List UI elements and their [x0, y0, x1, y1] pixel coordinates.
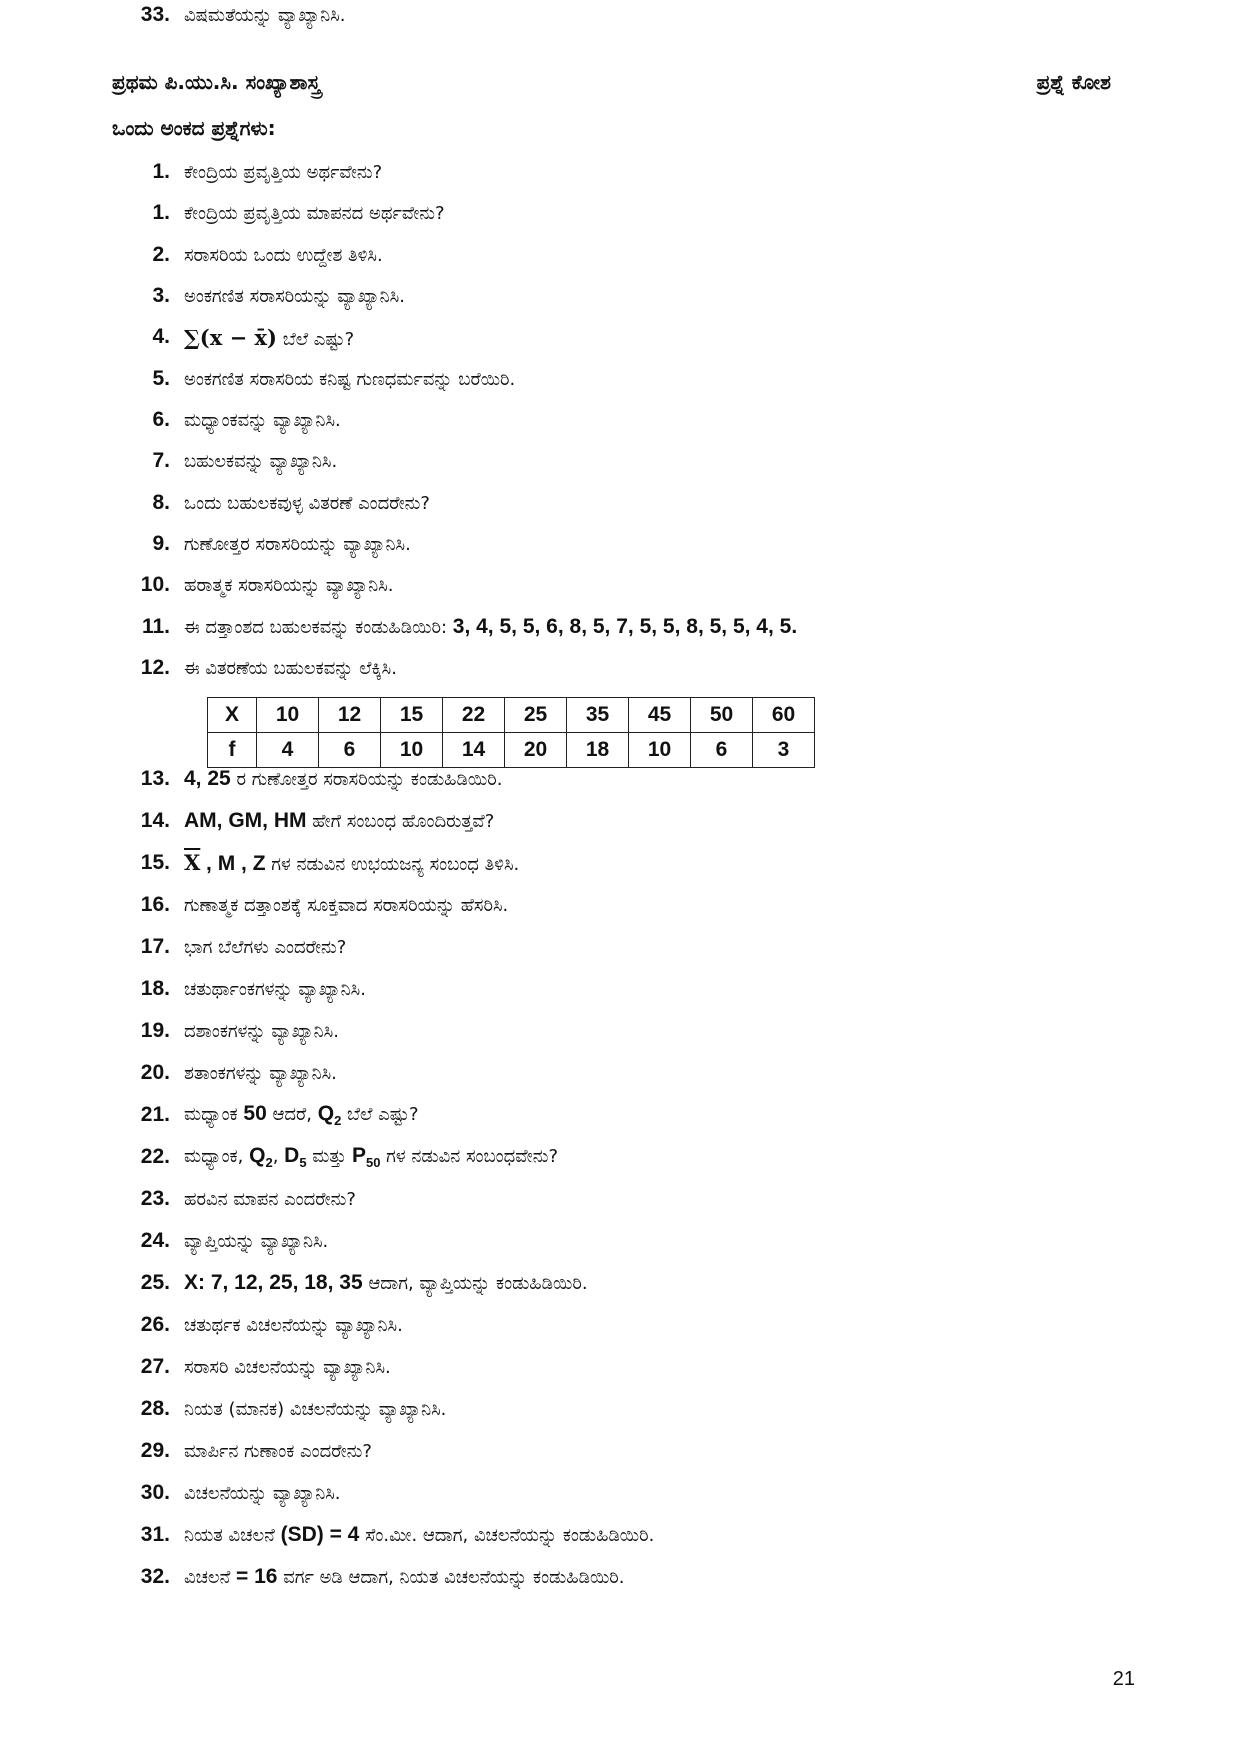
symbol: P [351, 1143, 366, 1167]
question-fragment: ಗಳ ನಡುವಿನ ಸಂಬಂಧವೇನು? [386, 1145, 559, 1167]
question-text [184, 1441, 372, 1462]
question-text: ಮಧ್ಯಾಂಕ, $Q_2$, $D_5$ ಮತ್ತು $P_{50}$ ಗಳ ನಡುವಿನ ಸಂಬಂಧವೇನು? [184, 1143, 559, 1171]
question-fragment: ಹರಾತ್ಮಕ ಸರಾಸರಿಯನ್ನು ವ್ಯಾಖ್ಯಾನಿಸಿ. [184, 574, 394, 596]
question-text [184, 1021, 339, 1042]
bold-value: , M , Z [206, 852, 266, 875]
question-text [184, 658, 397, 679]
section-title: ಒಂದು ಅಂಕದ ಪ್ರಶ್ನೆಗಳು: [112, 116, 276, 140]
table-cell: 14 [443, 733, 505, 768]
question-item [130, 1310, 403, 1340]
question-text [184, 937, 346, 958]
question-fragment: ಗುಣಾತ್ಮಕ ದತ್ತಾಂಶಕ್ಕೆ ಸೂಕ್ತವಾದ ಸರಾಸರಿಯನ್ನು ಹೆಸರಿಸಿ. [184, 894, 509, 916]
subscript: 50 [365, 1155, 381, 1171]
symbol: Q [317, 1101, 335, 1125]
question-number: 21. [140, 1103, 170, 1126]
question-fragment: ಮಧ್ಯಾಂಕ [184, 1103, 238, 1125]
table-cell: 10 [257, 698, 319, 733]
question-text [184, 245, 383, 266]
symbol: Q [249, 1143, 266, 1167]
question-fragment: ವಿಚಲನೆ [184, 1567, 231, 1588]
question-number: 4. [152, 325, 170, 348]
question-number: 28. [140, 1397, 170, 1420]
question-fragment: ಅಂಕಗಣಿತ ಸರಾಸರಿಯನ್ನು ವ್ಯಾಖ್ಯಾನಿಸಿ. [184, 285, 405, 307]
table-cell: 50 [691, 698, 753, 733]
question-text [184, 1102, 419, 1128]
question-item [130, 198, 445, 228]
question-text [184, 1483, 341, 1504]
question-number: 16. [140, 893, 170, 916]
formula: ∑(x − x̄) [184, 324, 277, 350]
question-number: 17. [140, 935, 170, 958]
question-fragment: ವಿಷಮತೆಯನ್ನು ವ್ಯಾಖ್ಯಾನಿಸಿ. [184, 4, 346, 26]
question-fragment: ಚತುರ್ಥಕ ವಿಚಲನೆಯನ್ನು ವ್ಯಾಖ್ಯಾನಿಸಿ. [184, 1314, 403, 1336]
question-item [130, 240, 383, 270]
question-fragment: ಬಹುಲಕವನ್ನು ವ್ಯಾಖ್ಯಾನಿಸಿ. [184, 450, 338, 472]
question-number: 33. [140, 3, 170, 26]
symbol-with-subscript [351, 1143, 381, 1171]
question-number: 8. [152, 491, 170, 514]
question-text [184, 1357, 391, 1378]
question-item [130, 1436, 372, 1466]
question-text [184, 809, 494, 833]
question-text [184, 162, 382, 183]
question-text [184, 410, 341, 431]
question-text [184, 1523, 654, 1547]
question-item [130, 806, 494, 836]
table-row-f [208, 733, 815, 768]
question-number: 25. [140, 1271, 170, 1294]
question-fragment: ಗುಣೋತ್ತರ ಸರಾಸರಿಯನ್ನು ವ್ಯಾಖ್ಯಾನಿಸಿ. [184, 533, 411, 555]
question-text [184, 534, 411, 555]
table-cell: 3 [753, 733, 815, 768]
question-item [130, 0, 345, 30]
table-cell: 4 [257, 733, 319, 768]
question-text [184, 767, 502, 791]
xbar-symbol: $\overline{X}$ [184, 850, 201, 875]
question-fragment: ಮಾರ್ಪಿನ ಗುಣಾಂಕ ಎಂದರೇನು? [184, 1440, 372, 1462]
question-number: 30. [140, 1481, 170, 1504]
table-cell: 20 [505, 733, 567, 768]
question-fragment: ಕೇಂದ್ರಿಯ ಪ್ರವೃತ್ತಿಯ ಮಾಪನದ ಅರ್ಥವೇನು? [184, 202, 445, 224]
question-fragment: ಕೇಂದ್ರಿಯ ಪ್ರವೃತ್ತಿಯ ಅರ್ಥವೇನು? [184, 161, 383, 183]
question-fragment: ಗಳ ನಡುವಿನ ಉಭಯಜನ್ಯ ಸಂಬಂಧ ತಿಳಿಸಿ. [271, 854, 520, 875]
table-cell: 10 [629, 733, 691, 768]
question-fragment: ಈ ವಿತರಣೆಯ ಬಹುಲಕವನ್ನು ಲೆಕ್ಕಿಸಿ. [184, 657, 397, 679]
table-cell: 12 [319, 698, 381, 733]
table-row-x [208, 698, 815, 733]
table-cell: 60 [753, 698, 815, 733]
question-number: 22. [140, 1145, 170, 1168]
question-text [184, 1189, 356, 1210]
question-item [130, 1226, 328, 1256]
question-item [130, 1016, 339, 1046]
question-text [184, 615, 797, 639]
question-number: 9. [152, 532, 170, 555]
question-text [184, 1271, 588, 1295]
question-text [184, 1063, 337, 1084]
table-label-x: X [208, 698, 257, 733]
question-item [130, 488, 430, 518]
table-cell: 22 [443, 698, 505, 733]
question-number: 32. [140, 1565, 170, 1588]
question-number: 27. [140, 1355, 170, 1378]
table-cell: 35 [567, 698, 629, 733]
symbol-with-subscript [249, 1143, 273, 1171]
question-item [130, 764, 502, 794]
subscript: 5 [299, 1155, 307, 1171]
question-text [184, 895, 508, 916]
question-item [130, 1352, 391, 1382]
question-item [130, 446, 337, 476]
question-item [130, 932, 346, 962]
bold-value: (SD) = 4 [280, 1523, 360, 1546]
question-fragment: ಹರವಿನ ಮಾಪನ ಎಂದರೇನು? [184, 1188, 356, 1210]
question-text [184, 979, 366, 1000]
question-item [130, 157, 382, 187]
bold-value: 4, 25 [184, 767, 231, 790]
question-number: 11. [141, 615, 170, 638]
symbol: D [284, 1143, 300, 1167]
question-item [130, 1184, 356, 1214]
question-item [130, 1268, 588, 1298]
table-label-f: f [208, 733, 257, 768]
question-fragment: ಆದಾಗ, ವ್ಯಾಪ್ತಿಯನ್ನು ಕಂಡುಹಿಡಿಯಿರಿ. [368, 1273, 588, 1294]
question-number: 14. [140, 809, 170, 832]
question-item [130, 653, 397, 683]
question-fragment: ಬೆಲೆ ಎಷ್ಟು? [282, 328, 355, 350]
question-number: 12. [140, 656, 170, 679]
question-number: 20. [140, 1061, 170, 1084]
question-fragment: ನಿಯತ ವಿಚಲನೆ [184, 1525, 275, 1546]
question-fragment: ರ ಗುಣೋತ್ತರ ಸರಾಸರಿಯನ್ನು ಕಂಡುಹಿಡಿಯಿರಿ. [236, 769, 503, 790]
question-item [130, 1478, 341, 1508]
question-text [184, 1399, 446, 1420]
question-item [130, 974, 366, 1004]
bold-value: AM, GM, HM [184, 809, 307, 832]
question-number: 1. [152, 160, 170, 183]
question-number: 7. [152, 449, 170, 472]
question-fragment: ಶತಾಂಕಗಳನ್ನು ವ್ಯಾಖ್ಯಾನಿಸಿ. [184, 1062, 337, 1084]
question-number: 26. [140, 1313, 170, 1336]
question-fragment: ಹೇಗೆ ಸಂಬಂಧ ಹೊಂದಿರುತ್ತವೆ? [312, 811, 495, 832]
question-text [184, 286, 405, 307]
question-number: 5. [152, 367, 170, 390]
question-item [130, 1520, 654, 1550]
question-number: 6. [152, 408, 170, 431]
question-fragment: ಚತುರ್ಥಾಂಕಗಳನ್ನು ವ್ಯಾಖ್ಯಾನಿಸಿ. [184, 978, 366, 1000]
header-left-title: ಪ್ರಥಮ ಪಿ.ಯು.ಸಿ. ಸಂಖ್ಯಾಶಾಸ್ತ್ರ [112, 70, 321, 94]
question-item [130, 570, 393, 600]
question-text [184, 203, 445, 224]
question-item [130, 364, 515, 394]
question-number: 29. [140, 1439, 170, 1462]
question-item [130, 890, 508, 920]
question-number: 13. [140, 767, 170, 790]
table-cell: 45 [629, 698, 691, 733]
question-text [184, 451, 337, 472]
subscript: 2 [265, 1155, 273, 1171]
bold-value: 3, 4, 5, 5, 6, 8, 5, 7, 5, 5, 8, 5, 5, 4, 5. [452, 615, 798, 638]
table-cell: 15 [381, 698, 443, 733]
question-item [130, 1142, 558, 1172]
q2-symbol [317, 1101, 342, 1129]
question-number: 23. [140, 1187, 170, 1210]
question-number: 3. [152, 284, 170, 307]
question-fragment: ಮಧ್ಯಾಂಕ, [184, 1145, 244, 1167]
question-item [130, 1394, 446, 1424]
question-fragment: ಒಂದು ಬಹುಲಕವುಳ್ಳ ವಿತರಣೆ ಎಂದರೇನು? [184, 492, 430, 514]
question-text [184, 369, 515, 390]
question-item [130, 405, 341, 435]
question-fragment: ನಿಯತ (ಮಾನಕ) ವಿಚಲನೆಯನ್ನು ವ್ಯಾಖ್ಯಾನಿಸಿ. [184, 1398, 447, 1420]
question-item [130, 848, 519, 878]
question-number: 19. [140, 1019, 170, 1042]
question-item [130, 281, 405, 311]
question-item [130, 322, 354, 352]
question-fragment: ಈ ದತ್ತಾಂಶದ ಬಹುಲಕವನ್ನು ಕಂಡುಹಿಡಿಯಿರಿ: [184, 617, 448, 638]
subscript: 2 [334, 1113, 342, 1129]
question-fragment: ಮತ್ತು [312, 1145, 347, 1167]
table-cell: 6 [319, 733, 381, 768]
header-right-title: ಪ್ರಶ್ನೆ ಕೋಶ [1036, 70, 1111, 94]
question-number: 24. [140, 1229, 170, 1252]
question-fragment: ಮಧ್ಯಾಂಕವನ್ನು ವ್ಯಾಖ್ಯಾನಿಸಿ. [184, 409, 341, 431]
question-item [130, 529, 411, 559]
question-fragment: ಅಂಕಗಣಿತ ಸರಾಸರಿಯ ಕನಿಷ್ಟ ಗುಣಧರ್ಮವನ್ನು ಬರೆಯಿರಿ. [184, 368, 516, 390]
question-item [130, 1058, 337, 1088]
question-number: 18. [140, 977, 170, 1000]
question-fragment: ವ್ಯಾಪ್ತಿಯನ್ನು ವ್ಯಾಖ್ಯಾನಿಸಿ. [184, 1230, 329, 1252]
page-number: 21 [1112, 1668, 1135, 1690]
question-text [184, 5, 345, 26]
question-item [130, 1100, 419, 1130]
question-item [130, 612, 797, 642]
bold-value: X: 7, 12, 25, 18, 35 [184, 1271, 363, 1294]
question-text [184, 1315, 403, 1336]
question-fragment: ವರ್ಗ ಅಡಿ ಆದಾಗ, ನಿಯತ ವಿಚಲನೆಯನ್ನು ಕಂಡುಹಿಡಿಯಿರಿ. [283, 1567, 625, 1588]
question-text [184, 850, 519, 876]
question-text [184, 1565, 625, 1589]
symbol-with-subscript [284, 1143, 307, 1171]
question-fragment: ಆದರೆ, [272, 1103, 312, 1125]
question-text [184, 493, 430, 514]
question-item [130, 1562, 625, 1592]
question-number: 1. [152, 201, 170, 224]
table-cell: 18 [567, 733, 629, 768]
question-text [184, 325, 354, 350]
question-fragment: ಸರಾಸರಿ ವಿಚಲನೆಯನ್ನು ವ್ಯಾಖ್ಯಾನಿಸಿ. [184, 1356, 391, 1378]
table-cell: 25 [505, 698, 567, 733]
question-text [184, 575, 393, 596]
bold-value: = 16 [236, 1565, 278, 1588]
question-fragment: ಭಾಗ ಬೆಲೆಗಳು ಎಂದರೇನು? [184, 936, 347, 958]
question-fragment: ಸರಾಸರಿಯ ಒಂದು ಉದ್ದೇಶ ತಿಳಿಸಿ. [184, 244, 383, 266]
question-fragment: ಬೆಲೆ ಎಷ್ಟು? [347, 1103, 419, 1125]
question-number: 15. [140, 851, 170, 874]
question-number: 2. [152, 243, 170, 266]
question-number: 31. [140, 1523, 170, 1546]
distribution-table [207, 697, 815, 768]
question-number: 10. [140, 573, 170, 596]
bold-value: 50 [243, 1101, 267, 1125]
question-fragment: ಸೆಂ.ಮೀ. ಆದಾಗ, ವಿಚಲನೆಯನ್ನು ಕಂಡುಹಿಡಿಯಿರಿ. [365, 1525, 655, 1546]
question-fragment: ದಶಾಂಕಗಳನ್ನು ವ್ಯಾಖ್ಯಾನಿಸಿ. [184, 1020, 339, 1042]
table-cell: 10 [381, 733, 443, 768]
question-text [184, 1231, 328, 1252]
table-cell: 6 [691, 733, 753, 768]
question-fragment: ವಿಚಲನೆಯನ್ನು ವ್ಯಾಖ್ಯಾನಿಸಿ. [184, 1482, 341, 1504]
